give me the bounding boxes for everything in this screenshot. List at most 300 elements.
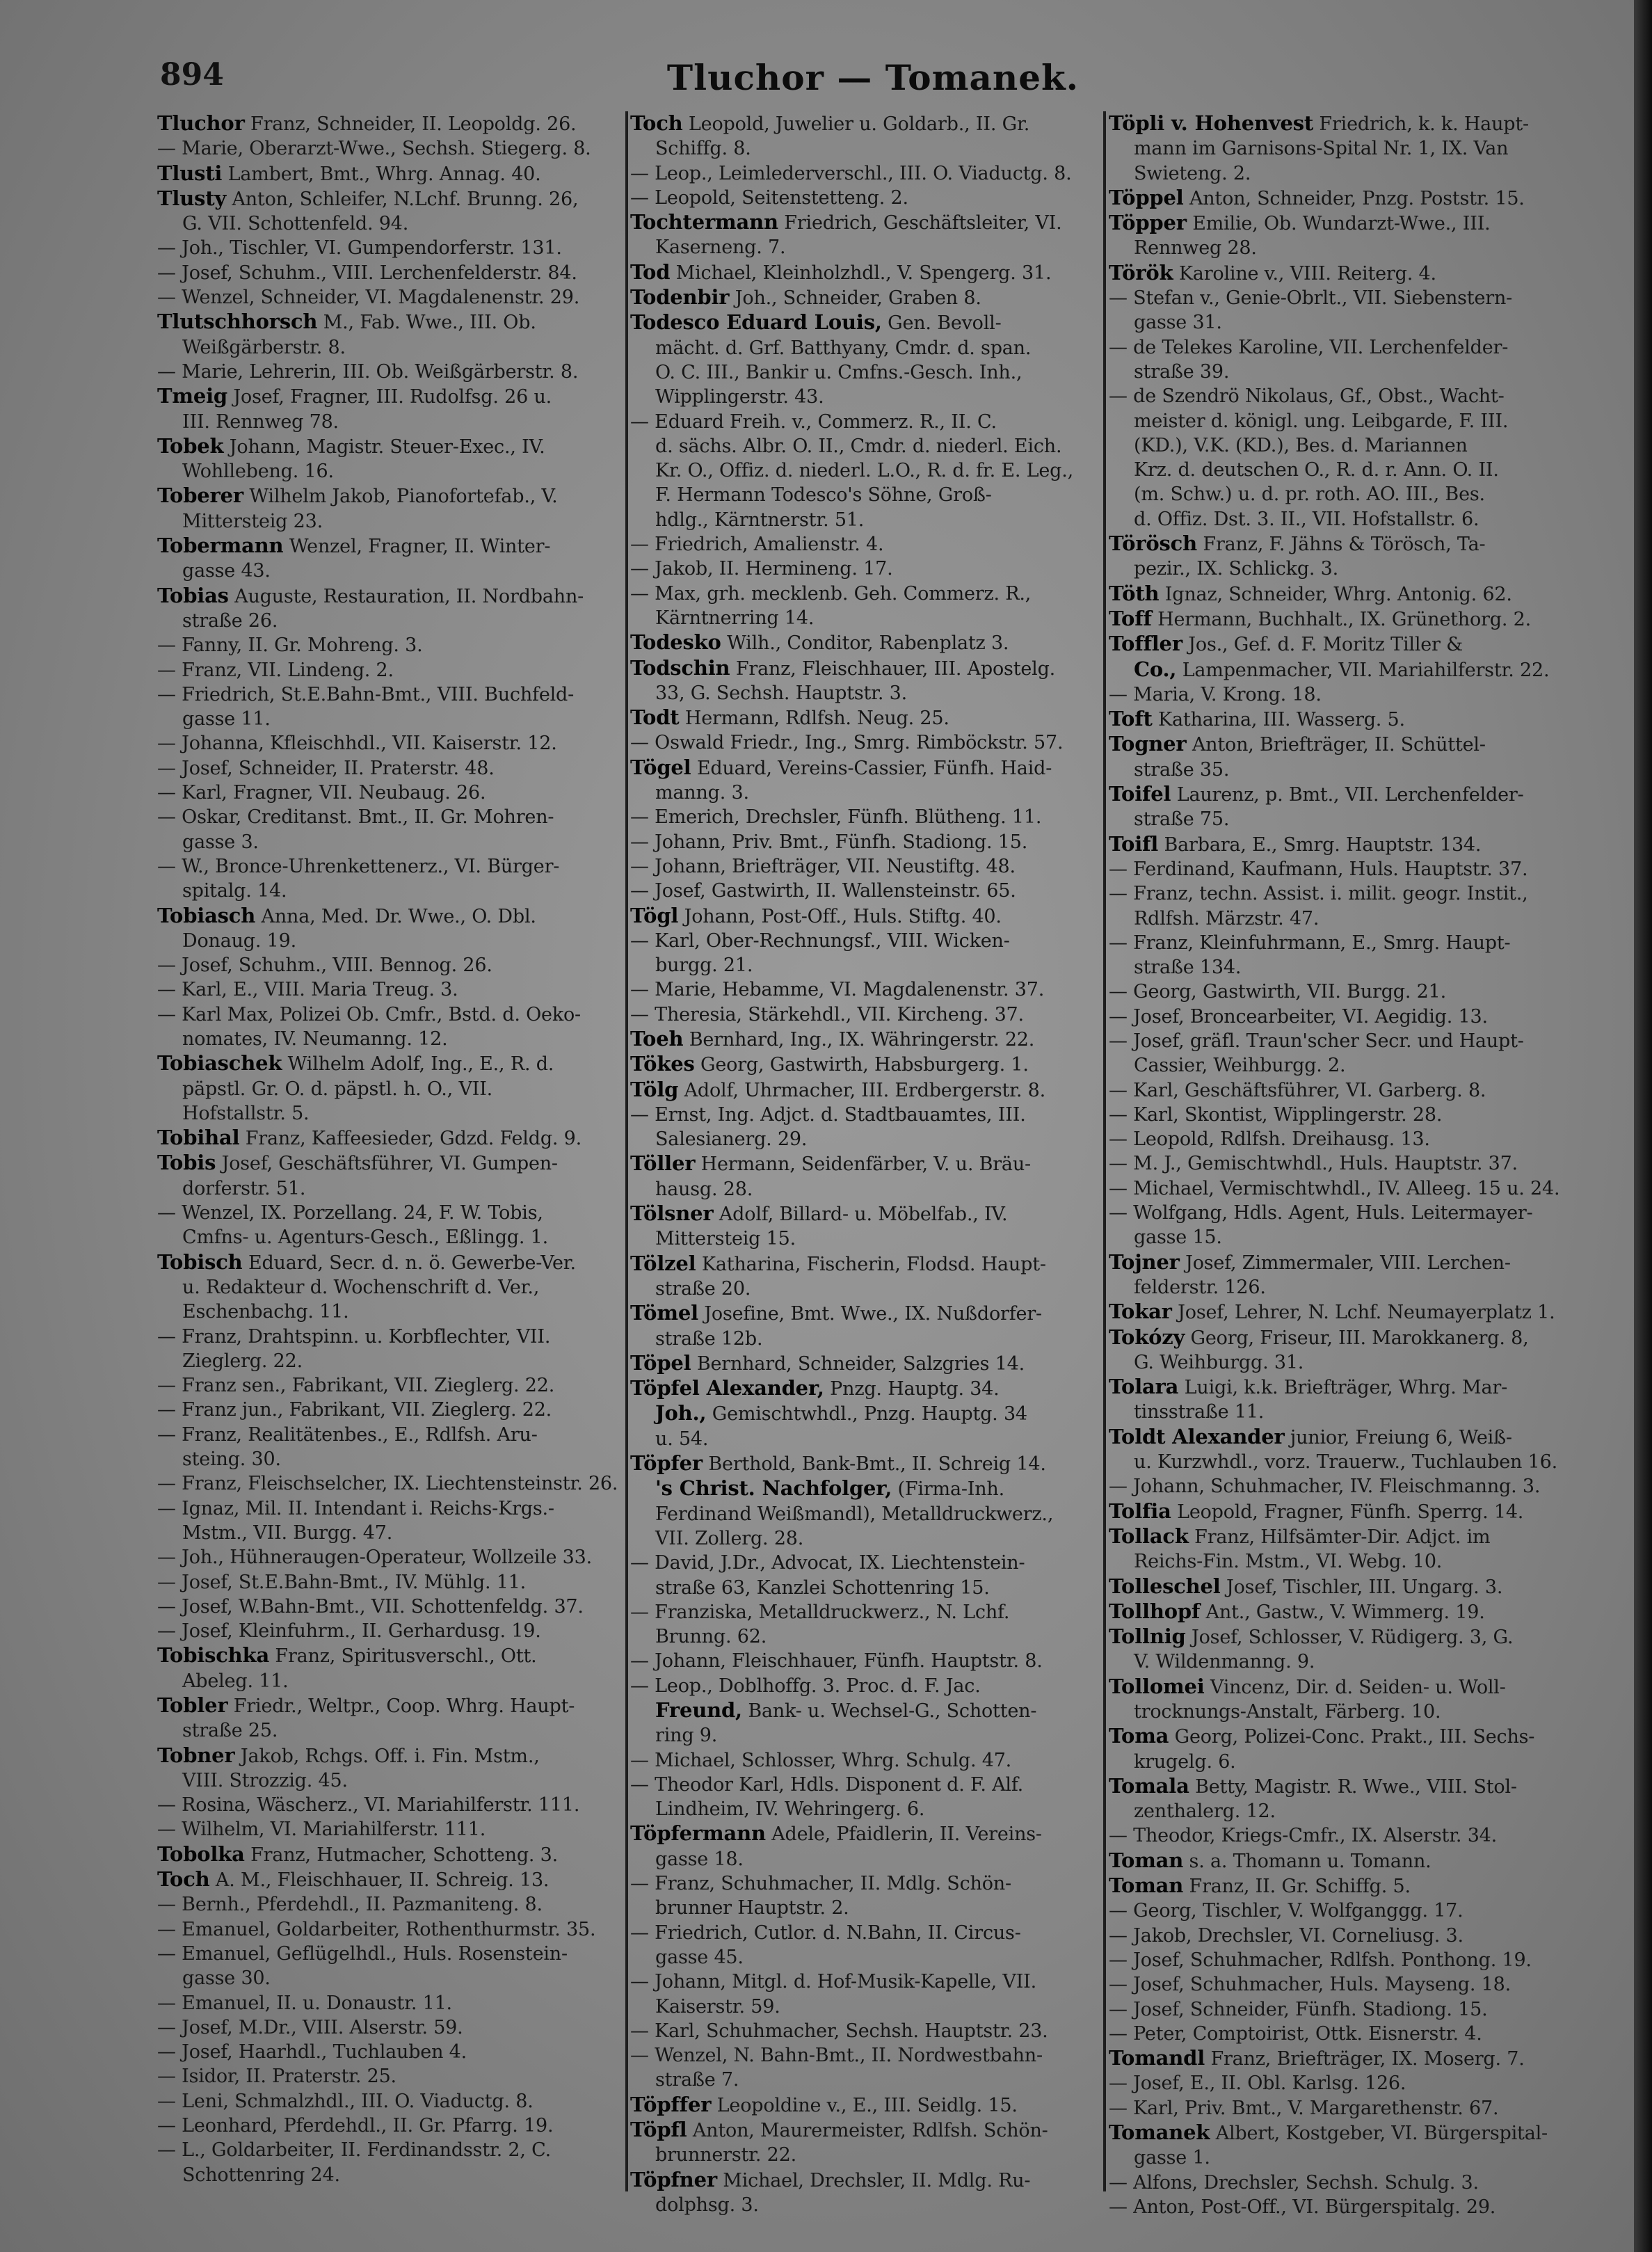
directory-entry-line — [1109, 2121, 1572, 2146]
entry-surname: Töpli v. Hohenvest — [1109, 111, 1314, 135]
directory-entry-line — [1109, 832, 1572, 857]
directory-entry-line — [1109, 955, 1572, 980]
directory-entry-line — [157, 633, 622, 657]
directory-entry-line — [1109, 2195, 1572, 2219]
entry-text: dorferstr. 51. — [182, 1177, 306, 1199]
directory-entry-line — [630, 2068, 1100, 2092]
directory-column-1 — [157, 111, 622, 2191]
directory-entry-line — [630, 1723, 1100, 1748]
entry-surname: Törösch — [1109, 532, 1198, 556]
directory-entry-line — [630, 1252, 1100, 1277]
entry-text: meister d. königl. ung. Leibgarde, F. III. — [1134, 410, 1509, 432]
entry-text: Karoline v., VIII. Reiterg. 4. — [1173, 262, 1436, 285]
entry-surname: Tollhopf — [1109, 1599, 1201, 1623]
directory-entry-line — [157, 1521, 622, 1545]
directory-entry-line — [1109, 2146, 1572, 2170]
entry-text: straße 20. — [655, 1277, 751, 1300]
directory-entry-line — [1109, 1948, 1572, 1972]
entry-text: Reichs-Fin. Mstm., VI. Webg. 10. — [1134, 1551, 1443, 1573]
entry-text: Cmfns- u. Agenturs-Gesch., Eßlingg. 1. — [182, 1227, 548, 1249]
entry-text: Weißgärberstr. 8. — [182, 336, 346, 358]
directory-entry-line — [1109, 433, 1572, 458]
entry-surname: Toifl — [1109, 831, 1159, 856]
directory-entry-line — [630, 1526, 1100, 1551]
directory-entry-line — [157, 1643, 622, 1668]
directory-entry-line — [630, 508, 1100, 532]
entry-text: — Marie, Hebamme, VI. Magdalenenstr. 37. — [630, 979, 1045, 1001]
entry-surname: Tojner — [1109, 1249, 1180, 1274]
directory-entry-line — [1109, 111, 1572, 136]
directory-entry-line — [630, 483, 1100, 507]
entry-text: Jos., Gef. d. F. Moritz Tiller & — [1182, 634, 1463, 656]
directory-entry-line — [1109, 1425, 1572, 1450]
directory-entry-line — [157, 1201, 622, 1225]
entry-surname: Tokar — [1109, 1300, 1172, 1324]
entry-text: — Fanny, II. Gr. Mohreng. 3. — [157, 634, 423, 657]
directory-entry-line — [157, 186, 622, 211]
entry-text: Mittersteig 15. — [655, 1228, 796, 1250]
entry-text: — Karl, Fragner, VII. Neubaug. 26. — [157, 782, 486, 804]
entry-text: Anton, Briefträger, II. Schüttel- — [1186, 734, 1486, 756]
entry-text: Anton, Schleifer, N.Lchf. Brunng. 26, — [226, 188, 579, 210]
directory-entry-line — [157, 1373, 622, 1398]
entry-text: Katharina, III. Wasserg. 5. — [1152, 709, 1405, 731]
directory-entry-line — [157, 1768, 622, 1793]
directory-entry-line — [630, 606, 1100, 630]
entry-text: — Leni, Schmalzhdl., III. O. Viaductg. 8. — [157, 2090, 534, 2112]
directory-entry-line — [1109, 1450, 1572, 1474]
directory-entry-line — [1109, 1350, 1572, 1375]
directory-entry-line — [1109, 1499, 1572, 1524]
directory-entry-line — [630, 1151, 1100, 1176]
entry-text: mächt. d. Grf. Batthyany, Cmdr. d. span. — [655, 337, 1032, 359]
entry-text: Emilie, Ob. Wundarzt-Wwe., III. — [1186, 213, 1491, 235]
entry-text: — Franz jun., Fabrikant, VII. Zieglerg. 22. — [157, 1399, 552, 1421]
entry-surname: Tollnig — [1109, 1624, 1186, 1649]
entry-text: — Franziska, Metalldruckwerz., N. Lchf. — [630, 1601, 1010, 1623]
directory-entry-line — [157, 1423, 622, 1447]
entry-text: spitalg. 14. — [182, 880, 287, 902]
entry-text: — Johanna, Kfleischhdl., VII. Kaiserstr. 12. — [157, 733, 557, 755]
directory-entry-line — [157, 1101, 622, 1126]
entry-text: Kaserneng. 7. — [655, 237, 786, 259]
entry-text: G. Weihburgg. 31. — [1134, 1351, 1304, 1373]
entry-text: — Josef, M.Dr., VIII. Alserstr. 59. — [157, 2016, 463, 2038]
entry-text: Michael, Kleinholzhdl., V. Spengerg. 31. — [670, 262, 1052, 284]
entry-text: u. Kurzwhdl., vorz. Trauerw., Tuchlauben 16. — [1134, 1451, 1557, 1474]
entry-text: — Joh., Hühneraugen-Operateur, Wollzeile 33. — [157, 1547, 593, 1569]
entry-surname: Töpfl — [630, 2118, 687, 2142]
directory-entry-line — [1109, 1799, 1572, 1823]
entry-text: Michael, Drechsler, II. Mdlg. Ru- — [716, 2169, 1031, 2191]
entry-text: Bernhard, Ing., IX. Währingerstr. 22. — [683, 1028, 1035, 1051]
entry-text: — Franz, Kleinfuhrmann, E., Smrg. Haupt- — [1109, 932, 1511, 954]
entry-text: Wenzel, Fragner, II. Winter- — [283, 536, 551, 558]
entry-text: hdlg., Kärntnerstr. 51. — [655, 509, 865, 531]
entry-text: straße 35. — [1134, 758, 1230, 781]
entry-surname: Tömel — [630, 1301, 698, 1325]
directory-entry-line — [1109, 2022, 1572, 2046]
entry-text: — Johann, Fleischhauer, Fünfh. Hauptstr. 8. — [630, 1650, 1043, 1672]
directory-entry-line — [157, 410, 622, 434]
directory-entry-line — [157, 1325, 622, 1349]
entry-text: Laurenz, p. Bmt., VII. Lerchenfelder- — [1171, 784, 1524, 806]
entry-text: Josef, Zimmermaler, VIII. Lerchen- — [1179, 1252, 1511, 1274]
directory-entry-line — [1109, 1874, 1572, 1899]
entry-text: straße 12b. — [655, 1327, 763, 1350]
directory-entry-line — [157, 1496, 622, 1521]
entry-text: — Anton, Post-Off., VI. Bürgerspitalg. 29. — [1109, 2196, 1496, 2218]
entry-surname: Todt — [630, 705, 680, 730]
directory-entry-line — [630, 582, 1100, 606]
directory-entry-line — [157, 830, 622, 854]
directory-entry-line — [157, 310, 622, 335]
entry-text: Wilh., Conditor, Rabenplatz 3. — [721, 632, 1009, 655]
entry-text: d. Offiz. Dst. 3. II., VII. Hofstallstr. 6. — [1134, 508, 1479, 530]
entry-text: Rdlfsh. Märzstr. 47. — [1134, 907, 1320, 929]
entry-text: Hofstallstr. 5. — [182, 1102, 310, 1124]
entry-text: — Emanuel, Goldarbeiter, Rothenthurmstr. 35. — [157, 1918, 596, 1940]
directory-entry-line — [630, 310, 1100, 335]
directory-entry-line — [1109, 907, 1572, 931]
entry-surname: Tobihal — [157, 1126, 240, 1150]
entry-text: — Karl, Geschäftsführer, VI. Garberg. 8. — [1109, 1079, 1486, 1101]
directory-entry-line — [157, 559, 622, 583]
directory-entry-line — [630, 805, 1100, 829]
directory-entry-line — [157, 1077, 622, 1101]
directory-entry-line — [157, 756, 622, 781]
directory-entry-line — [630, 1576, 1100, 1600]
entry-surname: Todesko — [630, 630, 721, 655]
entry-text: Josef, Schlosser, V. Rüdigerg. 3, G. — [1185, 1627, 1514, 1649]
entry-text: Bernhard, Schneider, Salzgries 14. — [691, 1352, 1025, 1375]
directory-entry-line — [630, 756, 1100, 781]
entry-surname: Török — [1109, 260, 1173, 285]
entry-surname: Töpfel Alexander, — [630, 1376, 824, 1400]
entry-text: (m. Schw.) u. d. pr. roth. AO. III., Bes. — [1134, 484, 1485, 506]
entry-text: Eduard, Vereins-Cassier, Fünfh. Haid- — [691, 757, 1052, 779]
directory-entry-line — [157, 2114, 622, 2138]
directory-entry-line — [157, 2064, 622, 2089]
directory-entry-line — [630, 1103, 1100, 1127]
directory-entry-line — [157, 434, 622, 459]
entry-text: — Karl, E., VIII. Maria Treug. 3. — [157, 979, 458, 1001]
directory-entry-line — [1109, 1624, 1572, 1650]
entry-surname: Freund, — [655, 1698, 742, 1722]
running-title: Tluchor — Tomanek. — [666, 57, 1080, 98]
directory-entry-line — [630, 458, 1100, 483]
entry-text: — Josef, Kleinfuhrm., II. Gerhardusg. 19. — [157, 1620, 541, 1643]
entry-text: — Karl, Skontist, Wipplingerstr. 28. — [1109, 1103, 1443, 1126]
entry-text: — Franz, Realitätenbes., E., Rdlfsh. Aru- — [157, 1423, 538, 1446]
directory-entry-line — [1109, 682, 1572, 707]
directory-entry-line — [1109, 1300, 1572, 1325]
entry-surname: Töpfer — [630, 1451, 703, 1476]
directory-entry-line — [630, 730, 1100, 755]
directory-entry-line — [630, 532, 1100, 557]
entry-text: — Franz sen., Fabrikant, VII. Zieglerg. 22. — [157, 1375, 555, 1397]
entry-text: — Josef, Schuhm., VIII. Lerchenfelderstr. 84. — [157, 262, 577, 284]
entry-text: — Ferdinand, Kaufmann, Huls. Hauptstr. 37. — [1109, 858, 1528, 880]
entry-surname: Toch — [630, 111, 683, 135]
directory-entry-line — [630, 977, 1100, 1002]
entry-text: Pnzg. Hauptg. 34. — [824, 1378, 1000, 1400]
directory-entry-line — [157, 731, 622, 756]
entry-text: — Oswald Friedr., Ing., Smrg. Rimböckstr. 57. — [630, 732, 1064, 754]
entry-text: burgg. 21. — [655, 955, 753, 977]
entry-text: Adele, Pfaidlerin, II. Vereins- — [765, 1823, 1042, 1846]
entry-text: Leopoldine v., E., III. Seidlg. 15. — [711, 2094, 1018, 2116]
entry-text: u. Redakteur d. Wochenschrift d. Ver., — [182, 1276, 540, 1298]
entry-text: — Franz, techn. Assist. i. milit. geogr. Instit., — [1109, 883, 1528, 905]
directory-entry-line — [157, 360, 622, 384]
entry-text: Franz, Hilfsämter-Dir. Adjct. im — [1188, 1526, 1491, 1548]
entry-text: Abeleg. 11. — [182, 1670, 289, 1692]
directory-entry-line — [630, 557, 1100, 581]
entry-text: Kärntnerring 14. — [655, 607, 815, 629]
directory-entry-line — [1109, 1400, 1572, 1424]
entry-text: — Marie, Oberarzt-Wwe., Sechsh. Stiegerg. 8. — [157, 138, 591, 160]
directory-entry-line — [1109, 758, 1572, 782]
entry-surname: Joh., — [655, 1401, 707, 1426]
directory-entry-line — [157, 285, 622, 310]
directory-entry-line — [630, 1301, 1100, 1326]
entry-surname: Töpffer — [630, 2092, 712, 2116]
entry-surname: Tollack — [1109, 1524, 1189, 1548]
entry-text: — de Szendrö Nikolaus, Gf., Obst., Wacht- — [1109, 385, 1505, 408]
directory-entry-line — [1109, 1924, 1572, 1948]
directory-entry-line — [1109, 557, 1572, 581]
entry-text: — Josef, Haarhdl., Tuchlauben 4. — [157, 2041, 467, 2063]
directory-entry-line — [157, 904, 622, 929]
directory-entry-line — [157, 1027, 622, 1051]
directory-entry-line — [1109, 1574, 1572, 1599]
entry-text: Barbara, E., Smrg. Hauptstr. 134. — [1158, 833, 1482, 856]
entry-text: — Josef, E., II. Obl. Karlsg. 126. — [1109, 2073, 1406, 2095]
entry-text: straße 7. — [655, 2069, 739, 2091]
directory-entry-line — [1109, 1005, 1572, 1029]
entry-text: — Wilhelm, VI. Mariahilferstr. 111. — [157, 1819, 486, 1841]
entry-surname: Tochtermann — [630, 210, 778, 234]
directory-entry-line — [1109, 1201, 1572, 1225]
entry-text: Hermann, Rdlfsh. Neug. 25. — [679, 708, 949, 730]
directory-entry-line — [630, 2118, 1100, 2143]
directory-entry-line — [630, 1847, 1100, 1871]
directory-entry-line — [630, 1921, 1100, 1945]
directory-entry-line — [157, 1250, 622, 1275]
entry-text: — Karl, Ober-Rechnungsf., VIII. Wicken- — [630, 929, 1010, 952]
entry-text: — Franz, VII. Lindeng. 2. — [157, 659, 394, 681]
directory-entry-line — [1109, 1997, 1572, 2022]
entry-text: d. sächs. Albr. O. II., Cmdr. d. niederl. Eich. — [655, 435, 1062, 457]
page-number: 894 — [160, 57, 224, 93]
directory-entry-line — [1109, 1474, 1572, 1499]
directory-entry-line — [157, 609, 622, 633]
directory-entry-line — [630, 1027, 1100, 1052]
entry-text: — Stefan v., Genie-Obrlt., VII. Siebenstern- — [1109, 287, 1513, 310]
entry-text: Franz, F. Jähns & Törösch, Ta- — [1197, 534, 1486, 556]
entry-text: manng. 3. — [655, 782, 749, 804]
entry-text: Johann, Magistr. Steuer-Exec., IV. — [223, 436, 545, 458]
entry-text: u. 54. — [655, 1428, 709, 1450]
entry-text: straße 134. — [1134, 957, 1242, 979]
entry-text: gasse 45. — [655, 1946, 744, 1968]
entry-surname: Töpel — [630, 1350, 691, 1375]
directory-entry-line — [157, 1991, 622, 2015]
entry-text: junior, Freiung 6, Weiß- — [1284, 1426, 1512, 1448]
entry-surname: Toifel — [1109, 782, 1171, 806]
entry-text: — Michael, Schlosser, Whrg. Schulg. 47. — [630, 1749, 1012, 1771]
entry-list — [1109, 111, 1572, 2219]
entry-text: — Franz, Fleischselcher, IX. Liechtensteinstr. 26. — [157, 1473, 618, 1495]
directory-entry-line — [157, 2015, 622, 2040]
entry-text: Gemischtwhdl., Pnzg. Hauptg. 34 — [706, 1403, 1027, 1426]
directory-entry-line — [630, 1052, 1100, 1077]
entry-text: Josef, Lehrer, N. Lchf. Neumayerplatz 1. — [1171, 1302, 1555, 1324]
entry-surname: Tlutschhorsch — [157, 310, 318, 334]
directory-entry-line — [630, 1797, 1100, 1821]
entry-text: Albert, Kostgeber, VI. Bürgerspital- — [1210, 2123, 1548, 2145]
directory-entry-line — [630, 434, 1100, 458]
entry-text: gasse 30. — [182, 1967, 271, 1990]
entry-text: päpstl. Gr. O. d. päpstl. h. O., VII. — [182, 1078, 493, 1100]
entry-text: III. Rennweg 78. — [182, 410, 339, 433]
entry-surname: Töpfner — [630, 2167, 717, 2191]
directory-entry-line — [157, 1275, 622, 1300]
directory-entry-line — [157, 211, 622, 236]
directory-entry-line — [630, 1600, 1100, 1624]
directory-entry-line — [157, 1718, 622, 1743]
entry-surname: Toldt Alexander — [1109, 1424, 1285, 1448]
entry-text: — Georg, Gastwirth, VII. Burgg. 21. — [1109, 981, 1446, 1003]
entry-text: G. VII. Schottenfeld. 94. — [182, 213, 409, 235]
entry-text: — Jakob, Drechsler, VI. Corneliusg. 3. — [1109, 1924, 1463, 1947]
directory-entry-line — [157, 384, 622, 409]
entry-text: Leopold, Fragner, Fünfh. Sperrg. 14. — [1171, 1501, 1524, 1523]
entry-text: 33, G. Sechsh. Hauptstr. 3. — [655, 682, 908, 704]
directory-entry-line — [630, 1078, 1100, 1103]
entry-surname: 's Christ. Nachfolger, — [655, 1476, 892, 1501]
directory-entry-line — [630, 385, 1100, 409]
directory-entry-line — [630, 235, 1100, 259]
entry-text: Georg, Friseur, III. Marokkanerg. 8, — [1185, 1327, 1529, 1349]
entry-surname: Tokózy — [1109, 1325, 1185, 1349]
directory-entry-line — [630, 1551, 1100, 1575]
directory-entry-line — [1109, 1275, 1572, 1300]
directory-entry-line — [157, 1003, 622, 1027]
entry-text: — Josef, Broncearbeiter, VI. Aegidig. 13. — [1109, 1005, 1488, 1028]
entry-text: gasse 1. — [1134, 2147, 1210, 2169]
directory-entry-line — [1109, 1599, 1572, 1624]
directory-entry-line — [1109, 310, 1572, 335]
entry-surname: Tollomei — [1109, 1674, 1205, 1698]
directory-entry-line — [630, 1624, 1100, 1649]
directory-entry-line — [1109, 1899, 1572, 1923]
entry-text: VIII. Strozzig. 45. — [182, 1769, 348, 1791]
entry-text: — Josef, St.E.Bahn-Bmt., IV. Mühlg. 11. — [157, 1571, 527, 1593]
directory-entry-line — [630, 161, 1100, 186]
directory-entry-line — [1109, 360, 1572, 384]
directory-entry-line — [157, 1545, 622, 1570]
directory-entry-line — [630, 1476, 1100, 1501]
directory-entry-line — [1109, 2171, 1572, 2195]
directory-entry-line — [630, 2019, 1100, 2043]
entry-text: — Leopold, Seitenstetteng. 2. — [630, 186, 908, 209]
entry-text: Friedr., Weltpr., Coop. Whrg. Haupt- — [227, 1695, 575, 1717]
directory-entry-line — [1109, 1774, 1572, 1799]
directory-entry-line — [630, 336, 1100, 360]
entry-text: — Theodor Karl, Hdls. Disponent d. F. Alf. — [630, 1773, 1024, 1796]
directory-entry-line — [1109, 1549, 1572, 1574]
entry-text: Johann, Post-Off., Huls. Stiftg. 40. — [678, 905, 1002, 927]
directory-entry-line — [630, 1821, 1100, 1846]
entry-text: — Josef, Schuhmacher, Rdlfsh. Ponthong. 19. — [1109, 1949, 1532, 1971]
entry-text: Kr. O., Offiz. d. niederl. L.O., R. d. fr. E. Leg., — [655, 460, 1074, 482]
entry-text: Betty, Magistr. R. Wwe., VIII. Stol- — [1189, 1775, 1517, 1798]
entry-surname: Tobler — [157, 1693, 228, 1717]
entry-text: VII. Zollerg. 28. — [655, 1527, 804, 1549]
directory-entry-line — [157, 1126, 622, 1151]
entry-surname: Tod — [630, 259, 671, 284]
entry-text: Donaug. 19. — [182, 929, 296, 952]
entry-surname: Tomanek — [1109, 2121, 1210, 2145]
entry-text: Josefine, Bmt. Wwe., IX. Nußdorfer- — [698, 1303, 1042, 1325]
directory-entry-line — [1109, 1225, 1572, 1249]
directory-entry-line — [157, 1570, 622, 1595]
directory-entry-line — [157, 1892, 622, 1917]
directory-entry-line — [630, 285, 1100, 310]
directory-entry-line — [630, 1401, 1100, 1426]
directory-entry-line — [630, 1427, 1100, 1451]
entry-surname: Tomala — [1109, 1773, 1189, 1798]
entry-surname: Tögel — [630, 755, 691, 779]
entry-text: Cassier, Weihburgg. 2. — [1134, 1055, 1346, 1077]
directory-entry-line — [1109, 384, 1572, 408]
entry-text: — Friedrich, Amalienstr. 4. — [630, 534, 884, 556]
directory-entry-line — [1109, 582, 1572, 607]
directory-entry-line — [157, 1842, 622, 1867]
directory-entry-line — [1109, 1972, 1572, 1997]
entry-text: Franz, Fleischhauer, III. Apostelg. — [730, 657, 1056, 680]
directory-entry-line — [630, 1773, 1100, 1797]
entry-list — [630, 111, 1100, 2217]
entry-text: brunnerstr. 22. — [655, 2144, 796, 2166]
directory-entry-line — [157, 1349, 622, 1373]
entry-text: Lambert, Bmt., Whrg. Annag. 40. — [222, 163, 541, 185]
page-header — [160, 57, 1586, 113]
entry-text: Joh., Schneider, Graben 8. — [729, 287, 981, 310]
directory-entry-line — [157, 1693, 622, 1718]
entry-surname: Tölsner — [630, 1201, 714, 1226]
entry-text: Anna, Med. Dr. Wwe., O. Dbl. — [255, 905, 536, 927]
entry-text: Schiffg. 8. — [655, 138, 751, 160]
entry-text: Franz, Briefträger, IX. Moserg. 7. — [1205, 2048, 1525, 2070]
entry-surname: Töppel — [1109, 185, 1184, 209]
entry-text: Lindheim, IV. Wehringerg. 6. — [655, 1798, 925, 1821]
directory-entry-line — [157, 1471, 622, 1496]
entry-text: — Joh., Tischler, VI. Gumpendorferstr. 131. — [157, 237, 562, 259]
directory-entry-line — [157, 1867, 622, 1892]
entry-surname: Co., — [1134, 657, 1177, 681]
directory-entry-line — [1109, 1250, 1572, 1275]
entry-text: — Isidor, II. Praterstr. 25. — [157, 2066, 396, 2088]
entry-text: straße 39. — [1134, 360, 1230, 383]
entry-text: — Josef, Schuhm., VIII. Bennog. 26. — [157, 955, 492, 977]
directory-entry-line — [157, 682, 622, 707]
entry-text: — Franz, Drahtspinn. u. Korbflechter, VII. — [157, 1325, 551, 1348]
directory-entry-line — [1109, 2071, 1572, 2095]
directory-entry-line — [630, 1351, 1100, 1376]
